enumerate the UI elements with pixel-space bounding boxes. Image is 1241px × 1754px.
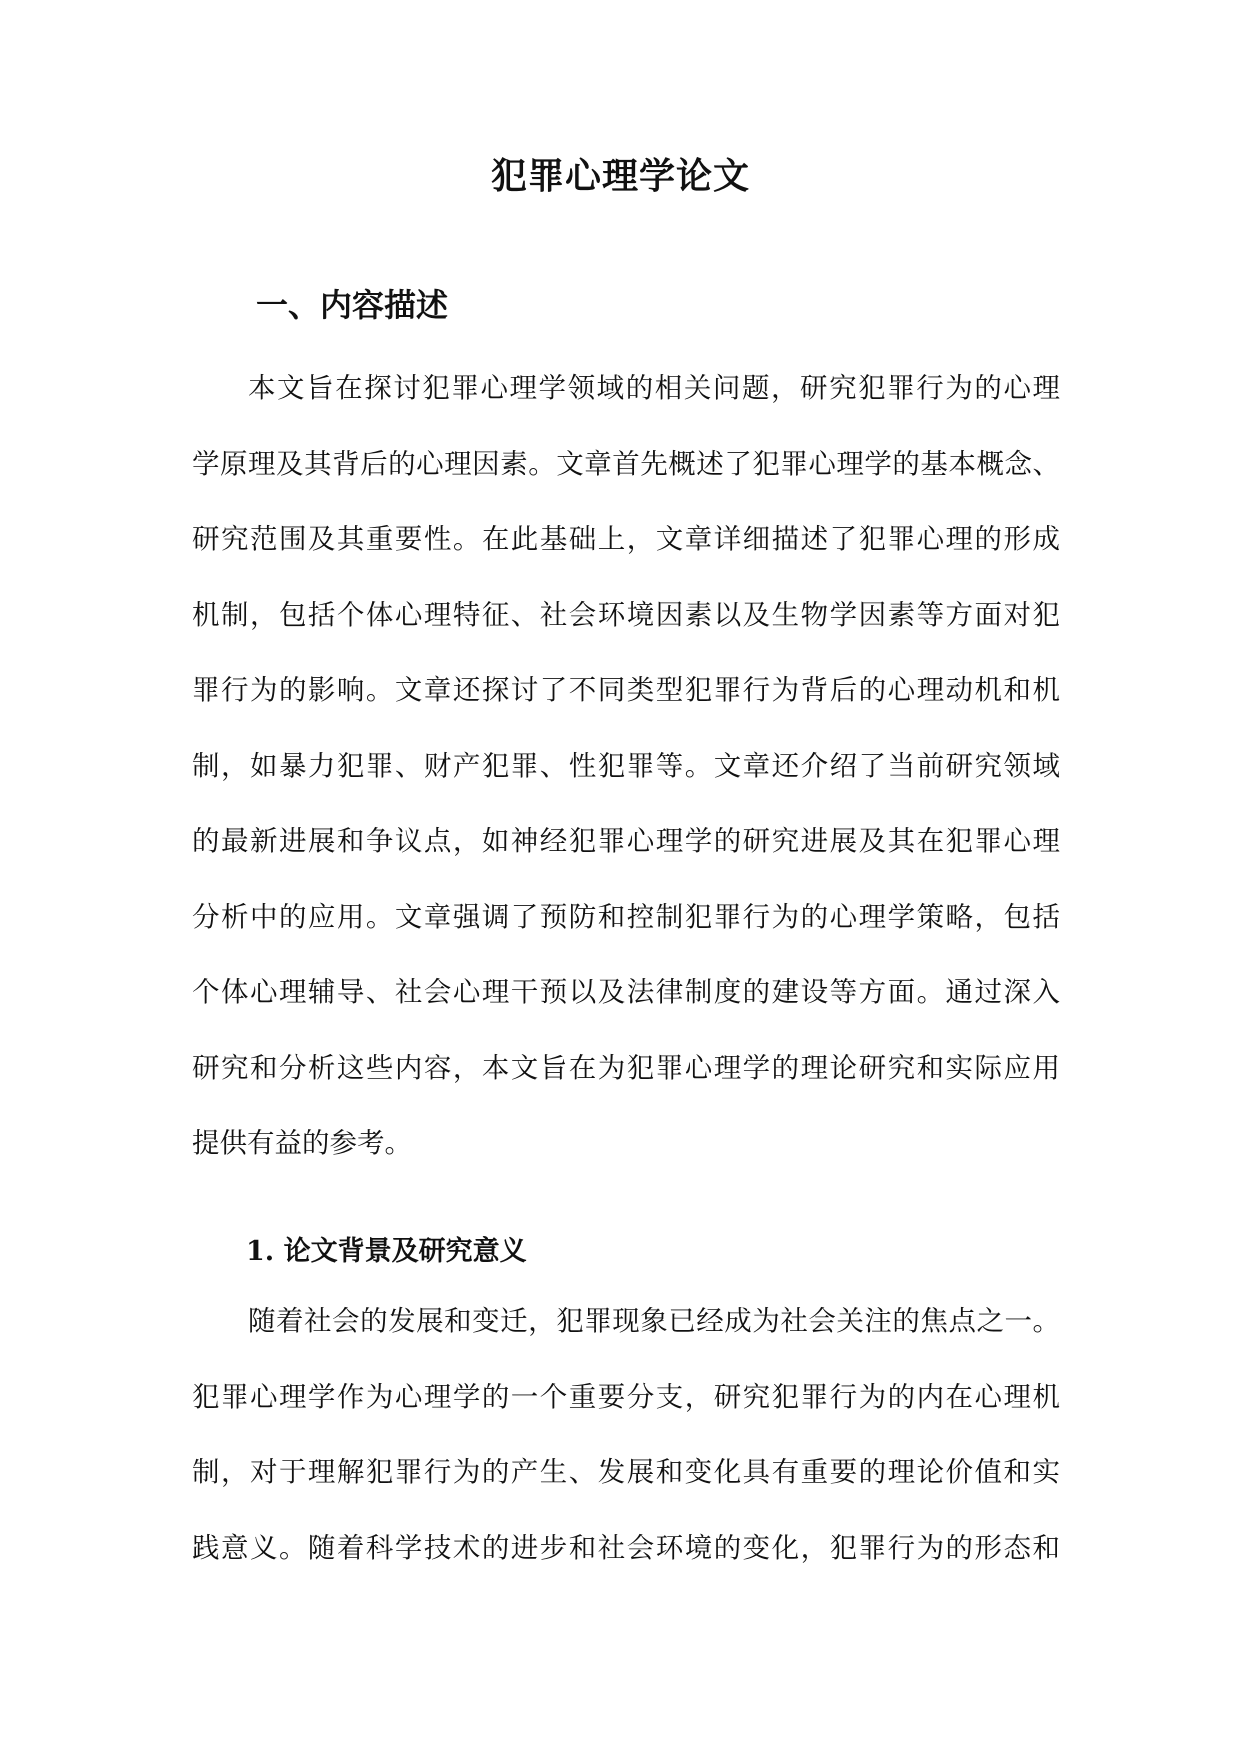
paragraph-line: 学原理及其背后的心理因素。文章首先概述了犯罪心理学的基本概念、	[192, 447, 1060, 480]
paragraph-line: 个体心理辅导、社会心理干预以及法律制度的建设等方面。通过深入	[192, 976, 1060, 1008]
paragraph-line: 研究范围及其重要性。在此基础上，文章详细描述了犯罪心理的形成	[192, 523, 1060, 555]
paragraph-line: 践意义。随着科学技术的进步和社会环境的变化，犯罪行为的形态和	[192, 1531, 1060, 1564]
paragraph-line: 犯罪心理学作为心理学的一个重要分支，研究犯罪行为的内在心理机	[192, 1380, 1060, 1413]
paragraph-line: 本文旨在探讨犯罪心理学领域的相关问题，研究犯罪行为的心理	[248, 372, 1060, 404]
subsection-heading-background: 1. 论文背景及研究意义	[246, 1236, 527, 1267]
content-description-paragraph	[192, 368, 1060, 1199]
paragraph-line: 罪行为的影响。文章还探讨了不同类型犯罪行为背后的心理动机和机	[192, 674, 1060, 706]
paragraph-line: 随着社会的发展和变迁，犯罪现象已经成为社会关注的焦点之一。	[248, 1305, 1060, 1337]
paragraph-line: 制，对于理解犯罪行为的产生、发展和变化具有重要的理论价值和实	[192, 1456, 1060, 1488]
paragraph-line: 的最新进展和争议点，如神经犯罪心理学的研究进展及其在犯罪心理	[192, 825, 1060, 857]
document-title: 犯罪心理学论文	[490, 155, 750, 197]
paragraph-line: 机制，包括个体心理特征、社会环境因素以及生物学因素等方面对犯	[192, 598, 1060, 631]
section-heading-content-description: 一、内容描述	[256, 286, 449, 324]
paragraph-line: 研究和分析这些内容，本文旨在为犯罪心理学的理论研究和实际应用	[192, 1051, 1060, 1084]
paragraph-line: 提供有益的参考。	[192, 1127, 412, 1159]
background-paragraph	[192, 1301, 1060, 1603]
paragraph-line: 分析中的应用。文章强调了预防和控制犯罪行为的心理学策略，包括	[192, 900, 1060, 933]
paragraph-line: 制，如暴力犯罪、财产犯罪、性犯罪等。文章还介绍了当前研究领域	[192, 749, 1060, 782]
